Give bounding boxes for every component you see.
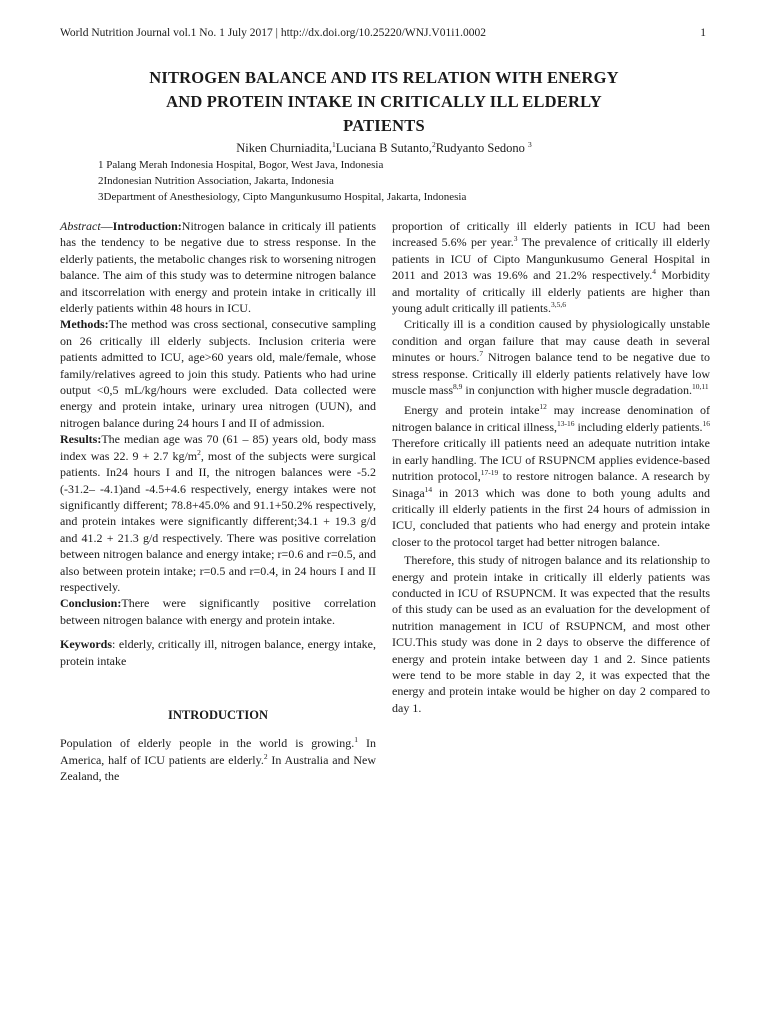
abstract-methods [60, 316, 376, 431]
author-2-affil: 2 [431, 140, 436, 149]
right-paragraph-2 [392, 316, 710, 398]
intro-text: Nitrogen balance in criticaly ill patients has the tendency to be negative due to stress response. In the elderly patients, the metabolic changes risk to worsening nitrogen balance. The aim of this study was to determine nitrogen balance and itscorrelation with energy and protein intake in critically ill elderly patients within 48 hours in ICU. [60, 219, 376, 316]
rp3-ref-4: 17-19 [480, 468, 499, 478]
author-list [0, 140, 768, 156]
intro-ref-1: 1 [354, 735, 358, 745]
introduction-paragraph [60, 735, 376, 784]
conclusion-text: There were significantly positive correlation between nitrogen balance with energy and protein intake. [60, 596, 376, 627]
rp3-text-1: Energy and protein intake [404, 403, 540, 418]
affiliation-2: 2Indonesian Nutrition Association, Jakarta, Indonesia [98, 175, 334, 187]
rp2-ref-3: 10,11 [692, 382, 709, 392]
abstract-dash: — [100, 219, 113, 233]
intro-para-text-2: In America, half of ICU patients are elderly. [60, 736, 376, 767]
rp1-ref-3: 3,5,6 [550, 300, 566, 310]
keywords-label: Keywords [60, 637, 112, 652]
running-header [60, 27, 706, 43]
keywords [60, 636, 376, 669]
conclusion-label: Conclusion: [60, 596, 122, 611]
results-text-a: The median age was 70 (61 – 85) years old, body mass index was 22. 9 + 2.7 kg/m [60, 432, 376, 463]
rp3-ref-1: 12 [539, 402, 547, 412]
rp3-text-4: Therefore critically ill patients need an adequate nutrition intake in early handling. The ICU of RSUPNCM applies evidence-based nutrition protocol, [392, 436, 710, 484]
results-label: Results: [60, 432, 102, 447]
abstract-conclusion [60, 595, 376, 628]
abstract-lead: Abstract [60, 219, 101, 233]
results-superscript: 2 [197, 447, 201, 457]
rp1-text-3: Morbidity and mortality of critically ill elderly patients are higher than young adult critically ill patients. [392, 268, 710, 316]
keywords-text: : elderly, critically ill, nitrogen balance, energy intake, protein intake [60, 637, 376, 668]
rp1-text-1: proportion of critically ill elderly patients in ICU had been increased 5.6% per year. [392, 219, 710, 250]
right-paragraph-4: Therefore, this study of nitrogen balance and its relationship to energy and protein intake in critically ill elderly patients was conducted in ICU of RSUPNCM. It was expected that the results of this study can be used as an evaluation for the development of nutrition management in ICU of RSUPNCM, and most other ICU.This study was done in 2 days to observe the difference of energy and protein intake between day 1 and 2. Since patients were tend to be more stable in day 2, it was expected that the energy and protein intake would be higher on day 2 compared to day 1. [392, 553, 710, 715]
rp2-text-1: Critically ill is a condition caused by physiologically unstable condition and organ failure that may cause death in several minutes or hours. [392, 317, 710, 365]
right-paragraph-1 [392, 218, 710, 316]
author-3-affil: 3 [528, 140, 532, 149]
intro-para-text-1: Population of elderly people in the world is growing. [60, 736, 355, 751]
rp2-ref-1: 7 [479, 349, 484, 359]
affiliations [98, 157, 466, 205]
intro-para-text-3: In Australia and New Zealand, the [60, 752, 377, 784]
right-paragraph-3 [392, 402, 710, 550]
rp3-ref-3: 16 [702, 418, 711, 428]
rp3-ref-5: 14 [424, 484, 433, 494]
title-line-2: AND PROTEIN INTAKE IN CRITICALLY ILL ELDERLY [166, 92, 602, 111]
rp3-text-2: may increase denomination of nitrogen balance in critical illness, [392, 403, 710, 434]
rp3-text-3: including elderly patients. [574, 419, 703, 434]
right-column [392, 218, 710, 716]
title-line-3: PATIENTS [343, 116, 425, 135]
rp2-text-3: in conjunction with higher muscle degradation. [462, 383, 692, 398]
methods-label: Methods: [60, 317, 109, 332]
author-1-affil: 1 [332, 140, 336, 149]
rp1-ref-1: 3 [513, 234, 518, 244]
introduction-heading: INTRODUCTION [167, 707, 268, 722]
results-text-b: , most of the subjects were surgical patients. In24 hours I and II, the nitrogen balances were -5.2 (-31.2– -4.1)and -4.5+4.6 respectively, energy intakes were not significantly different; 78.8+45.0% and 91.1+50.2% respectively, and protein intakes were significantly different;34.1 + 19.3 g/d and 41.2 + 21.3 g/d respectively. There was positive correlation between nitrogen balance and energy intake; r=0.6 and r=0.5, and also between protein intake; r=0.5 and r=0.4, in 24 hours I and II respectively. [60, 448, 376, 594]
intro-label: Introduction: [112, 219, 182, 233]
author-3: Rudyanto Sedono [435, 141, 525, 155]
abstract-introduction [60, 218, 376, 316]
affiliation-3: 3Department of Anesthesiology, Cipto Mangunkusumo Hospital, Jakarta, Indonesia [98, 191, 467, 203]
journal-citation: World Nutrition Journal vol.1 No. 1 July 2017 | http://dx.doi.org/10.25220/WNJ.V01i1.0002 [60, 27, 487, 39]
author-2: Luciana B Sutanto, [335, 141, 432, 155]
affiliation-1: 1 Palang Merah Indonesia Hospital, Bogor, West Java, Indonesia [98, 159, 384, 171]
left-column [60, 218, 376, 785]
rp1-ref-2: 4 [652, 267, 657, 277]
abstract-results [60, 431, 376, 595]
page-number: 1 [700, 27, 706, 39]
rp3-text-5: to restore nitrogen balance. A research by Sinaga [392, 469, 710, 500]
rp2-text-2: Nitrogen balance tend to be negative due to stress response. Critically ill elderly patients relatively have low muscle mass [392, 350, 711, 398]
intro-ref-2: 2 [263, 751, 268, 761]
rp3-text-6: in 2013 which was done to both young adults and critically ill elderly patients in the first 24 hours of admission in ICU, concluded that patients who had energy and protein intake closer to the protocol target had better nitrogen balance. [392, 485, 710, 549]
rp1-text-2: The prevalence of critically ill elderly patients in ICU of Cipto Mangunkusumo General Hospital in 2011 and 2013 was 19.6% and 21.2% respectively. [392, 235, 711, 283]
title-line-1: NITROGEN BALANCE AND ITS RELATION WITH ENERGY [149, 68, 619, 87]
methods-text: The method was cross sectional, consecutive sampling on 26 critically ill elderly subjects. Inclusion criteria were patients admitted to ICU, age>60 years old, male/female, whose family/relatives agreed to join this study. Patients who had urine output <0,5 mL/kg/hours were excluded. Data collected were energy and protein intake, urinary urea nitrogen (UUN), and nitrogen balance during 24 hours I and II of admission. [60, 317, 376, 430]
rp3-ref-2: 13-16 [557, 418, 575, 428]
paper-title [80, 66, 688, 138]
rp2-ref-2: 8,9 [453, 382, 463, 392]
author-1: Niken Churniadita, [236, 141, 333, 155]
